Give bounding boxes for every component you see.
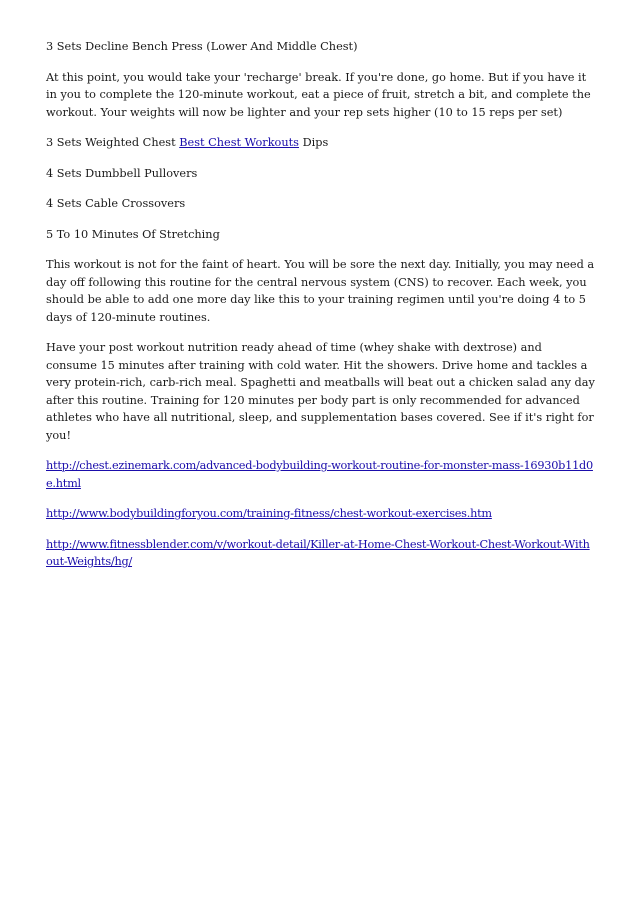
source-link-paragraph bbox=[46, 536, 596, 571]
source-link-fitnessblender[interactable]: http://www.fitnessblender.com/v/workout-detail/Killer-at-Home-Chest-Workout-Chest-Workout-Without-Weights/hg/ bbox=[46, 537, 590, 568]
paragraph-nutrition: Have your post workout nutrition ready ahead of time (whey shake with dextrose) and consume 15 minutes after training with cold water. Hit the showers. Drive home and tackles a very protein-rich, carb-rich meal. Spaghetti and meatballs will beat out a chicken salad any day after this routine. Training for 120 minutes per body part is only recommended for advanced athletes who have all nutritional, sleep, and supplementation bases covered. See if it's right for you! bbox=[46, 341, 595, 442]
paragraph-recharge: At this point, you would take your 'recharge' break. If you're done, go home. But if you have it in you to complete the 120-minute workout, eat a piece of fruit, stretch a bit, and complete the workout. Your weights will now be lighter and your rep sets higher (10 to 15 reps per set) bbox=[46, 70, 591, 119]
exercise-line-decline-bench: 3 Sets Decline Bench Press (Lower And Middle Chest) bbox=[46, 40, 358, 53]
best-chest-workouts-link[interactable]: Best Chest Workouts bbox=[179, 136, 299, 149]
source-link-bodybuildingforyou[interactable]: http://www.bodybuildingforyou.com/training-fitness/chest-workout-exercises.htm bbox=[46, 507, 492, 520]
dips-text-after: Dips bbox=[298, 136, 329, 149]
source-link-paragraph bbox=[46, 457, 596, 492]
source-link-paragraph bbox=[46, 505, 596, 523]
exercise-line-pullovers: 4 Sets Dumbbell Pullovers bbox=[46, 166, 198, 180]
exercise-line-weighted-dips bbox=[46, 134, 596, 152]
paragraph-warning: This workout is not for the faint of heart. You will be sore the next day. Initially, you may need a day off following this routine for the central nervous system (CNS) to recover. Each week, you should be able to add one more day like this to your training regimen until you're doing 4 to 5 days of 120-minute routines. bbox=[46, 258, 595, 324]
document-page bbox=[46, 38, 596, 584]
exercise-line-stretching: 5 To 10 Minutes Of Stretching bbox=[46, 227, 220, 241]
source-link-ezinemark[interactable]: http://chest.ezinemark.com/advanced-bodybuilding-workout-routine-for-monster-mass-16930b11d0e.html bbox=[46, 459, 593, 490]
dips-text-before: 3 Sets Weighted Chest bbox=[46, 136, 180, 149]
exercise-line-crossovers: 4 Sets Cable Crossovers bbox=[46, 197, 186, 210]
